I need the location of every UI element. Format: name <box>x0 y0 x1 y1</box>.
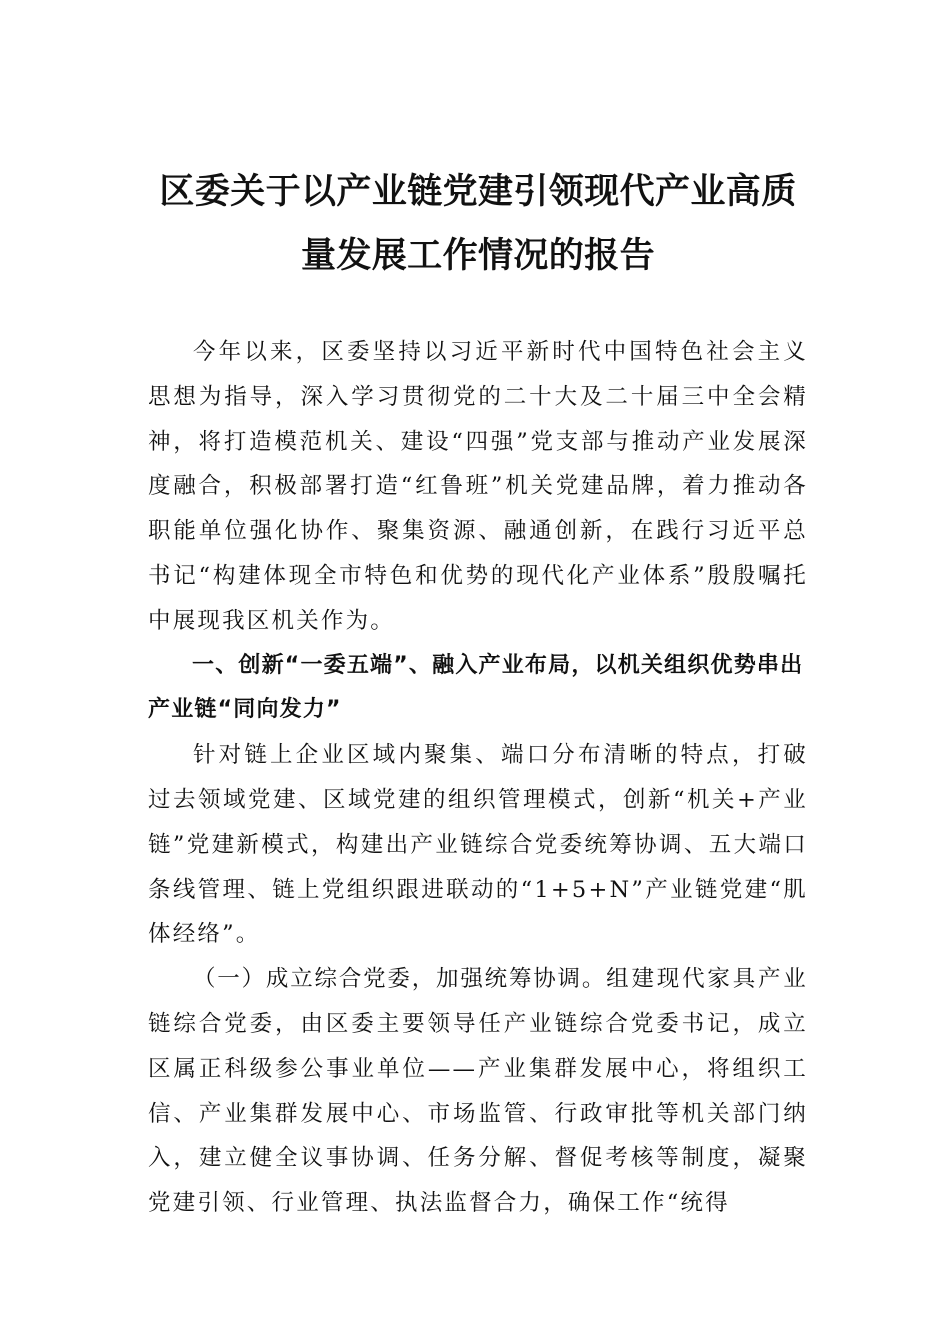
section-1-paragraph: 针对链上企业区域内聚集、端口分布清晰的特点，打破过去领域党建、区域党建的组织管理模式，创新“机关+产业链”党建新模式，构建出产业链综合党委统筹协调、五大端口条线管理、链上党组织跟进联动的“1+5+N”产业链党建“肌体经络”。 <box>148 742 808 948</box>
title-line-2: 量发展工作情况的报告 <box>300 235 655 276</box>
subsection-1-paragraph <box>148 957 808 1226</box>
intro-paragraph: 今年以来，区委坚持以习近平新时代中国特色社会主义思想为指导，深入学习贯彻党的二十大及二十届三中全会精神，将打造模范机关、建设“四强”党支部与推动产业发展深度融合，积极部署打造“红鲁班”机关党建品牌，着力推动各职能单位强化协作、聚集资源、融通创新，在践行习近平总书记“构建体现全市特色和优势的现代化产业体系”殷殷嘱托中展现我区机关作为。 <box>148 339 808 634</box>
document-title <box>148 160 808 288</box>
subsection-heading-1: （一）成立综合党委，加强统筹协调。 <box>193 966 607 993</box>
subsection-1-text: 组建现代家具产业链综合党委，由区委主要领导任产业链综合党委书记，成立区属正科级参公事业单位——产业集群发展中心，将组织工信、产业集群发展中心、市场监管、行政审批等机关部门纳入，建立健全议事协调、任务分解、督促考核等制度，凝聚党建引领、行业管理、执法监督合力，确保工作“统得 <box>148 966 808 1217</box>
document-body <box>148 330 808 1226</box>
title-line-1: 区委关于以产业链党建引领现代产业高质 <box>159 171 797 212</box>
section-heading-1: 一、创新“一委五端”、融入产业布局，以机关组织优势串出产业链“同向发力” <box>148 652 804 723</box>
